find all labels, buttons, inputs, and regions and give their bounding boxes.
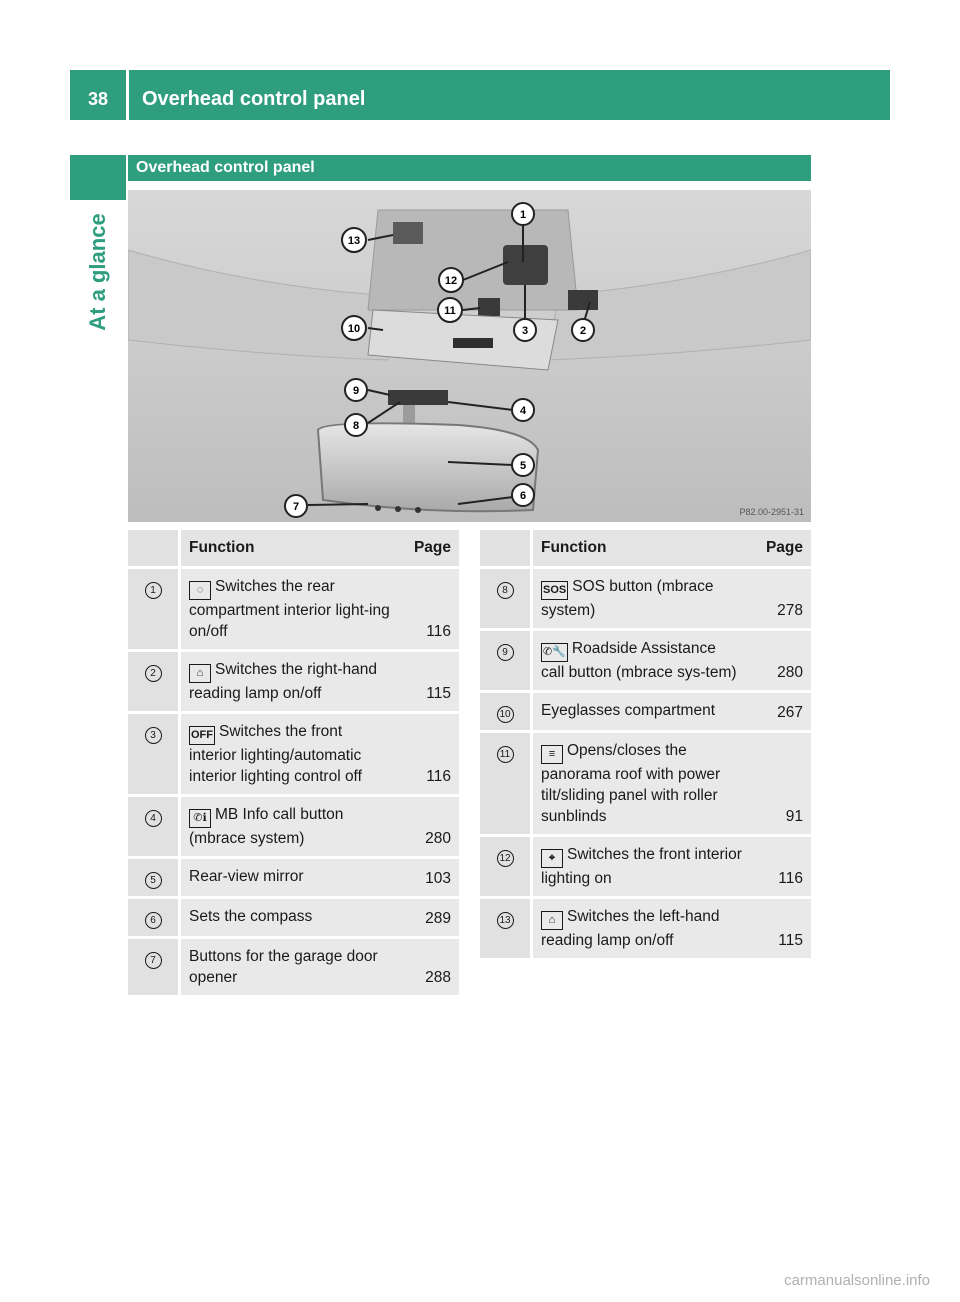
function-cell [180, 898, 400, 938]
function-text: MB Info call button (mbrace system) [189, 806, 344, 847]
reading-lamp-icon: ⌂ [189, 664, 211, 683]
callout-number: 13 [497, 912, 514, 929]
callout-number: 5 [145, 872, 162, 889]
row-number [480, 568, 532, 630]
callout-5 [512, 454, 534, 476]
page-ref: 116 [399, 713, 459, 796]
callout-6 [512, 484, 534, 506]
front-light-on-icon: ⌖ [541, 849, 563, 868]
svg-text:13: 13 [347, 235, 361, 247]
left-lamp-switch [393, 222, 423, 244]
right-lamp-switch [568, 290, 598, 310]
page-ref: 116 [751, 836, 811, 898]
row-number [128, 858, 180, 898]
page-ref: 280 [751, 630, 811, 692]
panorama-roof-icon: ≡ [541, 745, 563, 764]
table-row [128, 796, 459, 858]
page-ref: 116 [399, 568, 459, 651]
function-header: Function [532, 530, 752, 568]
table-row [128, 938, 459, 997]
function-text: SOS button (mbrace system) [541, 578, 714, 619]
svg-text:2: 2 [579, 325, 587, 337]
num-header [480, 530, 532, 568]
function-text: Sets the compass [189, 908, 313, 925]
page-header: Page [399, 530, 459, 568]
function-cell [180, 796, 400, 858]
svg-text:9: 9 [352, 385, 360, 397]
page-header [70, 70, 890, 120]
page-ref: 289 [399, 898, 459, 938]
table-row [480, 568, 811, 630]
page-ref: 288 [399, 938, 459, 997]
table-row [480, 630, 811, 692]
callout-11 [438, 298, 462, 322]
row-number [480, 836, 532, 898]
callout-4 [512, 399, 534, 421]
table-row [128, 858, 459, 898]
page-ref: 267 [751, 692, 811, 732]
watermark: carmanualsonline.info [784, 1272, 930, 1289]
function-table-right [480, 530, 811, 961]
row-number [480, 898, 532, 960]
reading-lamp-icon: ⌂ [541, 911, 563, 930]
callout-number: 12 [497, 850, 514, 867]
page-number: 38 [87, 89, 109, 109]
row-number [128, 938, 180, 997]
roadside-assistance-icon: ✆🔧 [541, 643, 568, 662]
table-row [128, 651, 459, 713]
callout-9 [345, 379, 367, 401]
callout-number: 1 [145, 582, 162, 599]
row-number [128, 651, 180, 713]
rear-light-icon: ◌ [189, 581, 211, 600]
callout-1 [512, 203, 534, 225]
table-row [480, 898, 811, 960]
callout-2 [572, 319, 594, 341]
svg-text:5: 5 [519, 460, 527, 472]
table-row [128, 568, 459, 651]
callout-12 [439, 268, 463, 292]
function-cell [532, 732, 752, 836]
table-row [128, 713, 459, 796]
row-number [128, 898, 180, 938]
image-code: P82.00-2951-31 [739, 507, 804, 517]
side-label: At a glance [85, 213, 110, 331]
function-cell [532, 692, 752, 732]
svg-text:10: 10 [347, 323, 361, 335]
callout-13 [342, 228, 366, 252]
svg-text:11: 11 [444, 305, 456, 317]
svg-text:6: 6 [519, 490, 527, 502]
section-title: Overhead control panel [128, 155, 811, 181]
page-ref: 103 [399, 858, 459, 898]
svg-text:8: 8 [352, 420, 360, 432]
function-header: Function [180, 530, 400, 568]
interior-light-off-icon: OFF [189, 726, 215, 745]
function-cell [180, 568, 400, 651]
callout-number: 7 [145, 952, 162, 969]
table-row [480, 692, 811, 732]
row-number [128, 713, 180, 796]
table-row [480, 732, 811, 836]
function-cell [532, 630, 752, 692]
callout-number: 6 [145, 912, 162, 929]
page-ref: 278 [751, 568, 811, 630]
callout-number: 2 [145, 665, 162, 682]
function-table-left [128, 530, 459, 998]
row-number [128, 568, 180, 651]
page-ref: 115 [399, 651, 459, 713]
row-number [480, 692, 532, 732]
function-text: Rear-view mirror [189, 868, 304, 885]
function-cell [180, 713, 400, 796]
page-ref: 115 [751, 898, 811, 960]
svg-text:4: 4 [519, 405, 527, 417]
page-header: Page [751, 530, 811, 568]
function-text: Switches the front interior lighting on [541, 846, 742, 887]
function-text: Buttons for the garage door opener [189, 948, 378, 986]
callout-number: 10 [497, 706, 514, 723]
function-cell [532, 836, 752, 898]
function-text: Eyeglasses compartment [541, 702, 716, 719]
header-divider [126, 70, 129, 120]
callout-8 [345, 414, 367, 436]
roof-switch [478, 298, 500, 316]
callout-3 [514, 319, 536, 341]
info-call-icon: ✆ℹ [189, 809, 211, 828]
table-row [480, 836, 811, 898]
function-text: Roadside Assistance call button (mbrace sys-tem) [541, 640, 737, 681]
function-text: Switches the rear compartment interior light-ing on/off [189, 578, 390, 640]
svg-text:3: 3 [521, 325, 529, 337]
function-text: Switches the front interior lighting/automatic interior lighting control off [189, 723, 362, 785]
callout-number: 4 [145, 810, 162, 827]
function-cell [180, 651, 400, 713]
svg-text:7: 7 [292, 501, 300, 513]
function-text: Switches the right-hand reading lamp on/off [189, 661, 377, 702]
num-header [128, 530, 180, 568]
callout-number: 8 [497, 582, 514, 599]
callout-number: 3 [145, 727, 162, 744]
header-title: Overhead control panel [142, 88, 366, 110]
row-number [128, 796, 180, 858]
sos-icon: SOS [541, 581, 568, 600]
row-number [480, 630, 532, 692]
svg-text:12: 12 [444, 275, 458, 287]
function-cell [532, 568, 752, 630]
callout-number: 9 [497, 644, 514, 661]
table-row [128, 898, 459, 938]
function-text: Opens/closes the panorama roof with power tilt/sliding panel with roller sunblinds [541, 742, 721, 825]
sos-panel [503, 245, 548, 285]
page-ref: 91 [751, 732, 811, 836]
function-cell [180, 938, 400, 997]
svg-text:1: 1 [519, 209, 527, 221]
row-number [480, 732, 532, 836]
overhead-panel-illustration [128, 190, 811, 522]
function-text: Switches the left-hand reading lamp on/off [541, 908, 720, 949]
callout-10 [342, 316, 366, 340]
callout-7 [285, 495, 307, 517]
function-cell [532, 898, 752, 960]
function-cell [180, 858, 400, 898]
page-ref: 280 [399, 796, 459, 858]
callout-number: 11 [497, 746, 514, 763]
